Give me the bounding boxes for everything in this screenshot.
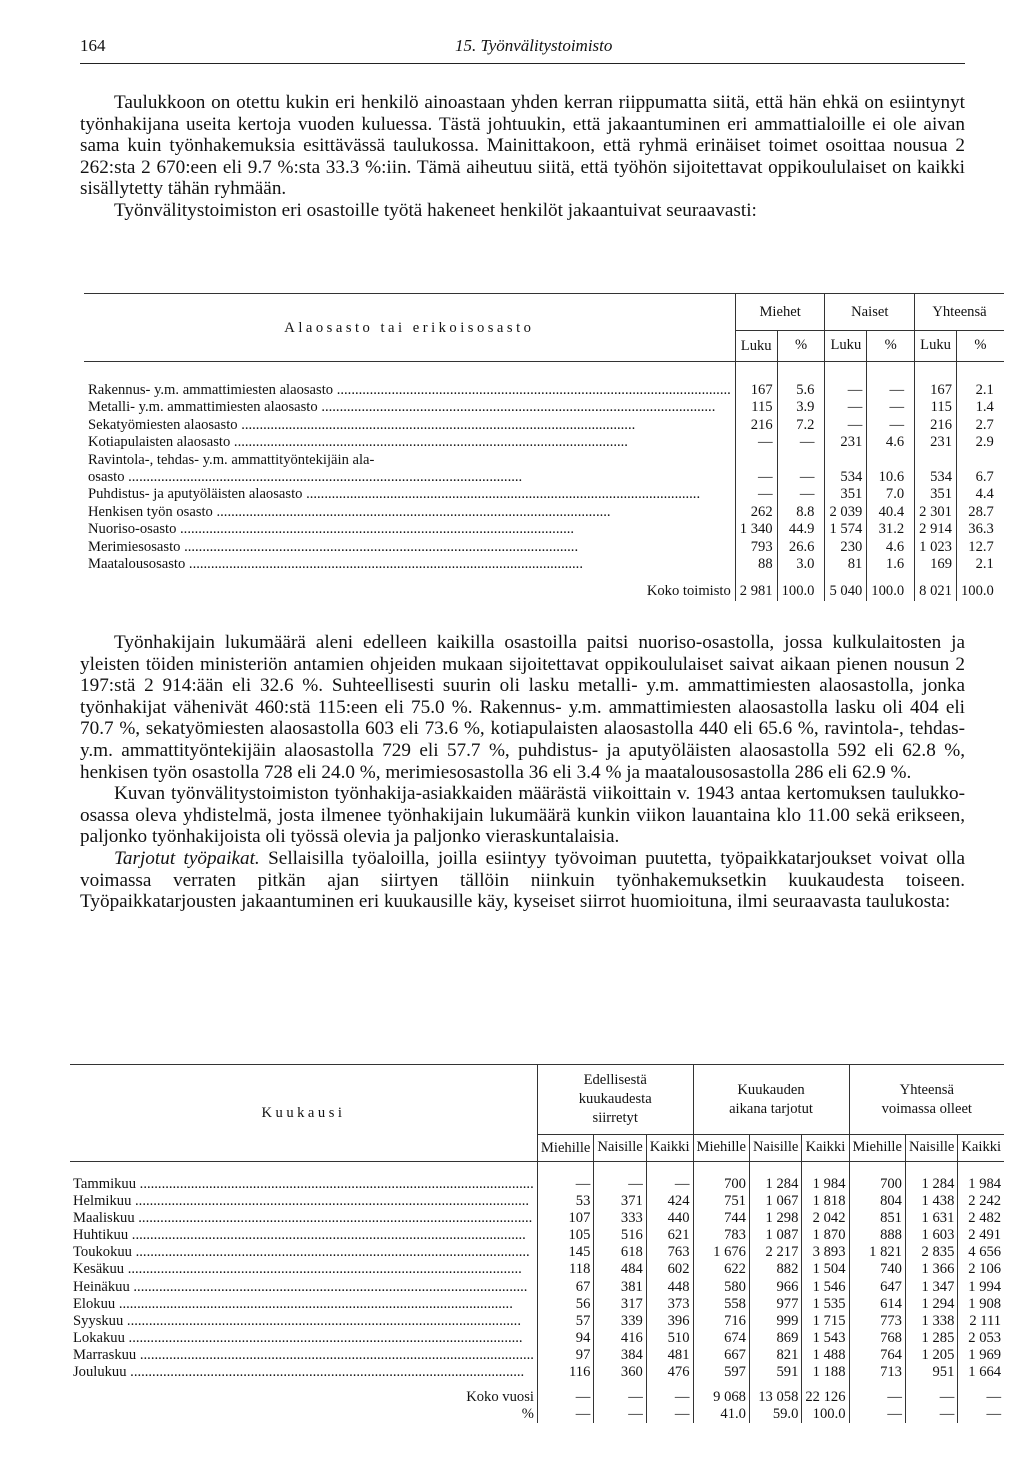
column-header-men: Miehille bbox=[849, 1135, 905, 1162]
paragraph-lead: Tarjotut työpaikat. bbox=[114, 847, 260, 869]
table-row: Puhdistus- ja aputyöläisten alaosasto ..... — — 351 7.0 351 4.4 bbox=[84, 486, 1004, 503]
column-header-percent: % bbox=[867, 331, 915, 362]
column-group-women: Naiset bbox=[825, 294, 915, 331]
column-header-women: Naisille bbox=[594, 1135, 646, 1162]
table-row: Joulukuu ..... 116 360 476 597 591 1 188 713 951 1 664 bbox=[70, 1364, 1004, 1381]
job-offers-table bbox=[70, 1064, 1004, 1423]
column-header-men: Miehille bbox=[693, 1135, 749, 1162]
table-row: Lokakuu ..... 94 416 510 674 869 1 543 768 1 285 2 053 bbox=[70, 1330, 1004, 1347]
column-header-women: Naisille bbox=[749, 1135, 801, 1162]
departments-table bbox=[84, 293, 1004, 601]
table-row: Marraskuu ..... 97 384 481 667 821 1 488 764 1 205 1 969 bbox=[70, 1347, 1004, 1364]
column-header-count: Luku bbox=[735, 331, 777, 362]
column-header-men: Miehille bbox=[537, 1135, 593, 1162]
table-row: Huhtikuu ..... 105 516 621 783 1 087 1 870 888 1 603 2 491 bbox=[70, 1227, 1004, 1244]
column-header-count: Luku bbox=[825, 331, 867, 362]
table-row: Metalli- y.m. ammattimiesten alaosasto ..... 115 3.9 — — 115 1.4 bbox=[84, 399, 1004, 416]
paragraph: Tarjotut työpaikat. Sellaisilla työaloilla, joilla esiintyy työvoiman puutetta, työpaikkatarjoukset voivat olla voimassa verraten pitkän ajan siirtyen tällöin niinkuin työnhakemuksetkin kuukaudesta toiseen. Työpaikkatarjousten jakaantuminen eri kuukausille käy, kyseiset siirrot huomioituna, ilmi seuraavasta taulukosta: bbox=[80, 847, 965, 913]
column-header-all: Kaikki bbox=[802, 1135, 849, 1162]
table-percent-row: % — — — 41.0 59.0 100.0 — — — bbox=[70, 1406, 1004, 1423]
paragraph: Työnhakijain lukumäärä aleni edelleen kaikilla osastoilla paitsi nuoriso-osastolla, jossa kulkulaitosten ja yleisten töiden ministeriön antamien ohjeiden mukaan sijoitettavat oppikoululaiset saivat aikaan pienen nousun 2 197:stä 2 914:ään eli 32.6 %. Suhteellisesti suurin oli lasku metalli- y.m. ammattimiesten alaosastolla, jonka työnhakijat vähenivät 460:stä 115:een eli 75.0 %. Rakennus- y.m. ammattimiesten alaosastolla lasku oli 404 eli 70.7 %, sekatyömiesten alaosastolla 603 eli 73.6 %, kotiapulaisten alaosastolla 440 eli 65.6 %, ravintola-, tehdas- y.m. ammattityöntekijäin alaosastolla 729 eli 57.7 %, puhdistus- ja aputyöläisten alaosastolla 592 eli 62.8 %, henkisen työn osastolla 728 eli 24.0 %, merimiesosastolla 36 eli 3.4 % ja maatalousosastolla 286 eli 62.9 %. bbox=[80, 632, 965, 783]
table-row: Ravintola-, tehdas- y.m. ammattityöntekijäin ala- bbox=[84, 452, 1004, 469]
table-row: Tammikuu ..... — — — 700 1 284 1 984 700 1 284 1 984 bbox=[70, 1176, 1004, 1193]
table-row: Kotiapulaisten alaosasto ..... — — 231 4.6 231 2.9 bbox=[84, 434, 1004, 451]
table-row: Kesäkuu ..... 118 484 602 622 882 1 504 740 1 366 2 106 bbox=[70, 1261, 1004, 1278]
column-group-carried: Edellisestä kuukaudesta siirretyt bbox=[537, 1065, 693, 1135]
table-row: Elokuu ..... 56 317 373 558 977 1 535 614 1 294 1 908 bbox=[70, 1296, 1004, 1313]
paragraph: Kuvan työnvälitystoimiston työnhakija-asiakkaiden määrästä viikoittain v. 1943 antaa kertomuksen taulukko-osassa oleva yhdistelmä, josta ilmenee työnhakijain lukumäärä kunkin viikon lauantaina klo 11.00 sekä erikseen, paljonko työnhakijoista oli työssä olevia ja paljonko vieraskuntalaisia. bbox=[80, 783, 965, 848]
column-header-count: Luku bbox=[915, 331, 957, 362]
table-row: Merimiesosasto ..... 793 26.6 230 4.6 1 023 12.7 bbox=[84, 539, 1004, 556]
text-block-bottom bbox=[80, 632, 965, 913]
table-row: Henkisen työn osasto ..... 262 8.8 2 039 40.4 2 301 28.7 bbox=[84, 504, 1004, 521]
table-row: Sekatyömiesten alaosasto ..... 216 7.2 — — 216 2.7 bbox=[84, 417, 1004, 434]
table-row: Toukokuu ..... 145 618 763 1 676 2 217 3 893 1 821 2 835 4 656 bbox=[70, 1244, 1004, 1261]
column-group-total: Yhteensä bbox=[915, 294, 1004, 331]
column-group-men: Miehet bbox=[735, 294, 825, 331]
table-row: Heinäkuu ..... 67 381 448 580 966 1 546 647 1 347 1 994 bbox=[70, 1279, 1004, 1296]
column-header-department: Alaosasto tai erikoisosasto bbox=[84, 294, 735, 362]
column-header-month: Kuukausi bbox=[70, 1065, 537, 1162]
page-number: 164 bbox=[80, 36, 106, 55]
table-row: osasto ..... — — 534 10.6 534 6.7 bbox=[84, 469, 1004, 486]
column-group-valid: Yhteensä voimassa olleet bbox=[849, 1065, 1004, 1135]
paragraph: Työnvälitystoimiston eri osastoille työtä hakeneet henkilöt jakaantuivat seuraavasti: bbox=[114, 199, 757, 221]
running-header bbox=[80, 36, 965, 58]
column-header-percent: % bbox=[956, 331, 1003, 362]
table-row: Helmikuu ..... 53 371 424 751 1 067 1 818 804 1 438 2 242 bbox=[70, 1193, 1004, 1210]
table-row: Maaliskuu ..... 107 333 440 744 1 298 2 042 851 1 631 2 482 bbox=[70, 1210, 1004, 1227]
text-block-top bbox=[80, 92, 965, 222]
column-header-percent: % bbox=[777, 331, 825, 362]
column-header-all: Kaikki bbox=[958, 1135, 1004, 1162]
table-row: Nuoriso-osasto ..... 1 340 44.9 1 574 31.2 2 914 36.3 bbox=[84, 521, 1004, 538]
column-header-all: Kaikki bbox=[646, 1135, 693, 1162]
chapter-title: 15. Työnvälitystoimisto bbox=[455, 36, 613, 55]
column-header-women: Naisille bbox=[905, 1135, 957, 1162]
column-group-offered: Kuukauden aikana tarjotut bbox=[693, 1065, 849, 1135]
table-total-row: Koko vuosi — — — 9 068 13 058 22 126 — — — bbox=[70, 1389, 1004, 1406]
header-rule bbox=[80, 63, 965, 64]
paragraph: Taulukkoon on otettu kukin eri henkilö ainoastaan yhden kerran riippumatta siitä, että hän ehkä on esiintynyt työnhakijana useita kertoja vuoden kuluessa. Tästä johtuukin, että jakaantuminen eri ammattialoille ei ole aivan sama kuin työnhakemuksia esittävässä taulukossa. Mainittakoon, että ryhmä erinäiset toimet osoittaa nousua 2 262:sta 2 670:een eli 9.7 %:sta 33.3 %:iin. Tämä aiheutuu siitä, että työhön sijoitettavat oppikoululaiset on kaikki sisällytetty tähän ryhmään. bbox=[80, 92, 965, 200]
table-row: Maatalousosasto ..... 88 3.0 81 1.6 169 2.1 bbox=[84, 556, 1004, 573]
table-row: Syyskuu ..... 57 339 396 716 999 1 715 773 1 338 2 111 bbox=[70, 1313, 1004, 1330]
table-row: Rakennus- y.m. ammattimiesten alaosasto ..... 167 5.6 — — 167 2.1 bbox=[84, 382, 1004, 399]
table-total-row: Koko toimisto 2 981 100.0 5 040 100.0 8 021 100.0 bbox=[84, 583, 1004, 600]
